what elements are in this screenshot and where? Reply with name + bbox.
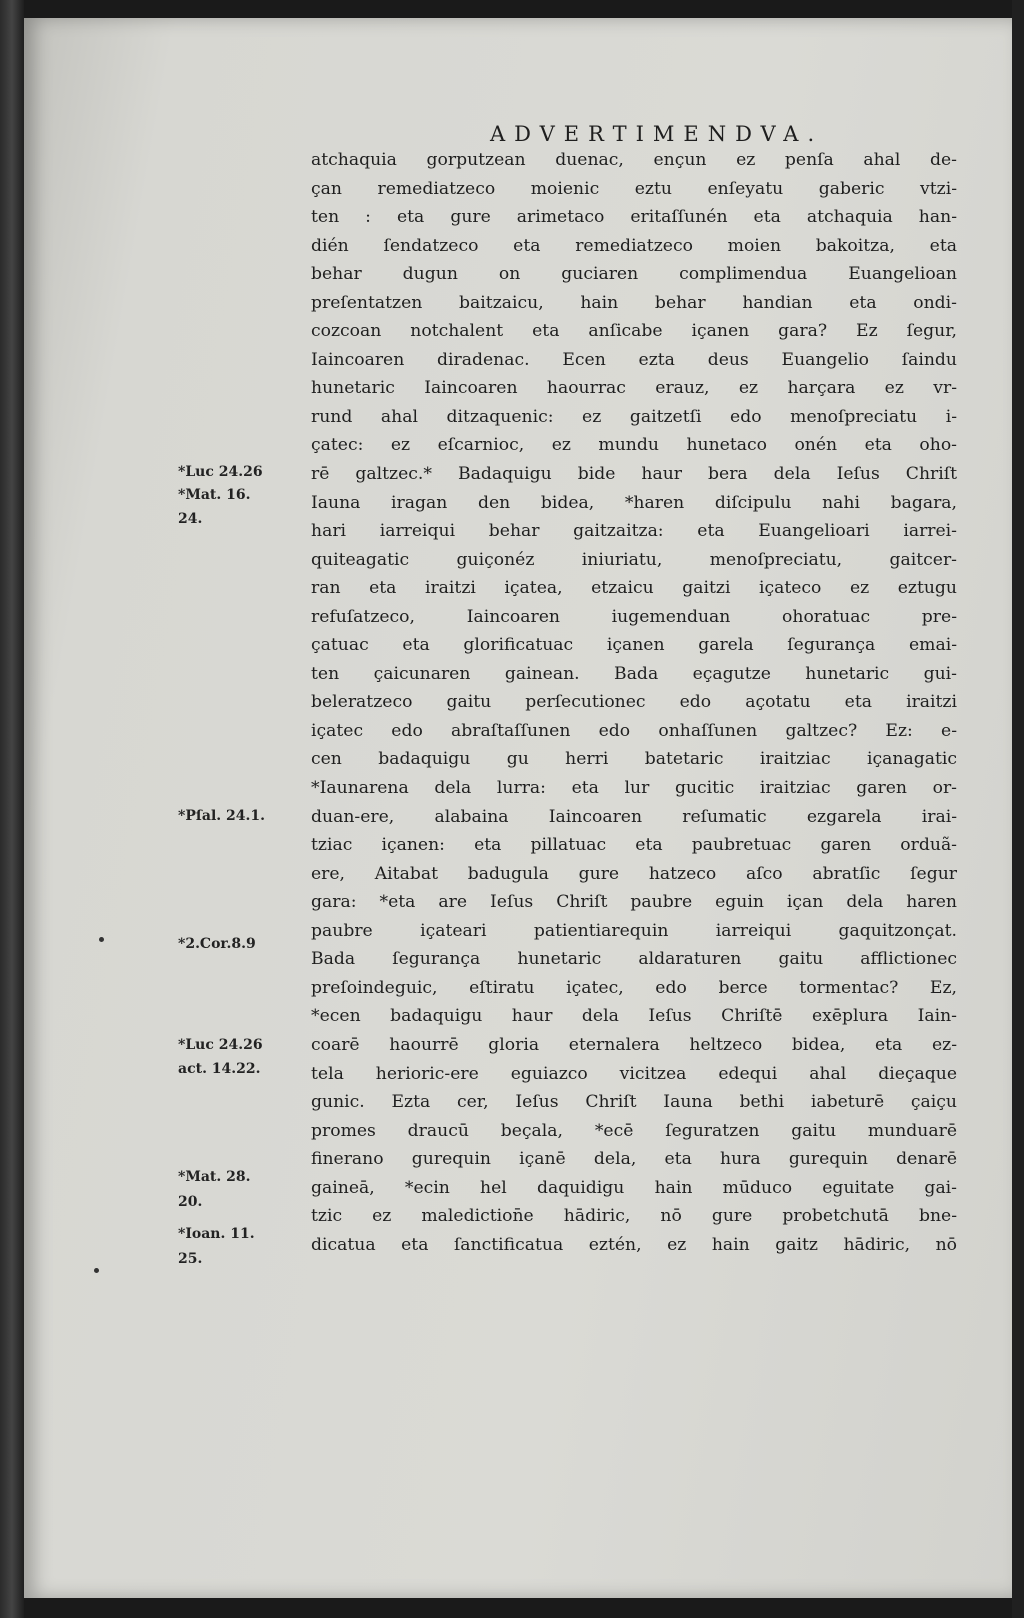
text-line: quiteagatic guiçonéz iniuriatu, menoſpreciatu, gaitcer- <box>311 549 957 570</box>
text-line: hari iarreiqui behar gaitzaitza: eta Euangelioari iarrei- <box>311 521 957 542</box>
page-right-edge <box>1012 0 1024 1618</box>
text-line: *Iaunarena dela lurra: eta lur gucitic iraitziac garen or- <box>311 778 957 799</box>
margin-note: 25. <box>178 1251 203 1267</box>
text-line: atchaquia gorputzean duenac, ençun ez penſa ahal de- <box>311 150 957 170</box>
text-line: coarē haourrē gloria eternalera heltzeco bidea, eta ez- <box>311 1034 957 1055</box>
text-line: refuſatzeco, Iaincoaren iugemenduan ohoratuac pre- <box>311 606 957 627</box>
margin-note: *Mat. 16. <box>178 487 251 503</box>
text-line: hunetaric Iaincoaren haourrac erauz, ez harçara ez vr- <box>311 378 957 399</box>
text-line: ran eta iraitzi içatea, etzaicu gaitzi içateco ez eztugu <box>311 578 957 599</box>
text-line: ten : eta gure arimetaco eritaſſunén eta atchaquia han- <box>311 207 957 228</box>
text-line: rund ahal ditzaquenic: ez gaitzetſi edo menoſpreciatu i- <box>311 406 957 427</box>
ink-speck <box>94 1268 99 1273</box>
text-line: duan-ere, alabaina Iaincoaren reſumatic ezgarela irai- <box>311 806 957 827</box>
text-line: tzic ez malediction̄e hādiric, nō gure probetchutā bne- <box>311 1206 957 1227</box>
margin-note: *Ioan. 11. <box>178 1226 255 1242</box>
text-line: içatec edo abraſtaſſunen edo onhaſſunen galtzec? Ez: e- <box>311 720 957 741</box>
text-line: preſentatzen baitzaicu, hain behar handian eta ondi- <box>311 292 957 313</box>
text-line: dicatua eta ſanctificatua eztén, ez hain gaitz hādiric, nō <box>311 1234 957 1255</box>
text-line: preſoindeguic, eſtiratu içatec, edo berce tormentac? Ez, <box>311 977 957 998</box>
margin-note: *Pſal. 24.1. <box>178 808 265 824</box>
margin-note: *Luc 24.26 <box>178 464 263 480</box>
text-line: ere, Aitabat badugula gure hatzeco aſco abratſic ſegur <box>311 863 957 884</box>
text-line: tela herioric-ere eguiazco vicitzea edequi ahal dieçaque <box>311 1063 957 1084</box>
text-line: dién ſendatzeco eta remediatzeco moien bakoitza, eta <box>311 235 957 256</box>
text-line: cozcoan notchalent eta anſicabe içanen gara? Ez ſegur, <box>311 321 957 342</box>
text-line: gunic. Ezta cer, Ieſus Chriſt Iauna bethi iabeturē çaiçu <box>311 1092 957 1113</box>
text-line: beleratzeco gaitu perſecutionec edo açotatu eta iraitzi <box>311 692 957 713</box>
text-line: gara: *eta are Ieſus Chriſt paubre eguin içan dela haren <box>311 892 957 913</box>
text-line: Iauna iragan den bidea, *haren diſcipulu nahi bagara, <box>311 492 957 513</box>
margin-note: *Luc 24.26 <box>178 1037 263 1053</box>
text-line: tziac içanen: eta pillatuac eta paubretuac garen orduã- <box>311 835 957 856</box>
text-line: finerano gurequin içanē dela, eta hura gurequin denarē <box>311 1149 957 1170</box>
text-line: çatuac eta glorificatuac içanen garela ſegurança emai- <box>311 635 957 656</box>
text-line: gaineā, *ecin hel daquidigu hain mūduco eguitate gai- <box>311 1177 957 1198</box>
text-line: *ecen badaquigu haur dela Ieſus Chriſtē exēplura Iain- <box>311 1006 957 1027</box>
text-line: Bada ſegurança hunetaric aldaraturen gaitu afflictionec <box>311 949 957 970</box>
text-line: çan remediatzeco moienic eztu enſeyatu gaberic vtzi- <box>311 178 957 199</box>
margin-note: act. 14.22. <box>178 1061 261 1077</box>
text-line: paubre içateari patientiarequin iarreiqui gaquitzonçat. <box>311 920 957 941</box>
ink-speck <box>99 937 104 942</box>
text-line: rē galtzec.* Badaquigu bide haur bera dela Ieſus Chriſt <box>311 464 957 485</box>
text-line: çatec: ez eſcarnioc, ez mundu hunetaco onén eta oho- <box>311 435 957 456</box>
text-line: cen badaquigu gu herri batetaric iraitziac içanagatic <box>311 749 957 770</box>
running-head: ADVERTIMENDVA. <box>490 122 824 146</box>
body-text-block <box>311 146 957 1259</box>
margin-note: *Mat. 28. <box>178 1169 251 1185</box>
book-binding-edge <box>0 0 24 1618</box>
margin-note: *2.Cor.8.9 <box>178 936 256 952</box>
text-line: ten çaicunaren gainean. Bada eçagutze hunetaric gui- <box>311 663 957 684</box>
margin-note: 24. <box>178 511 203 527</box>
text-line: behar dugun on guciaren complimendua Euangelioan <box>311 264 957 285</box>
text-line: promes draucū beçala, *ecē ſeguratzen gaitu munduarē <box>311 1120 957 1141</box>
margin-note: 20. <box>178 1194 203 1210</box>
text-line: Iaincoaren diradenac. Ecen ezta deus Euangelio ſaindu <box>311 349 957 370</box>
